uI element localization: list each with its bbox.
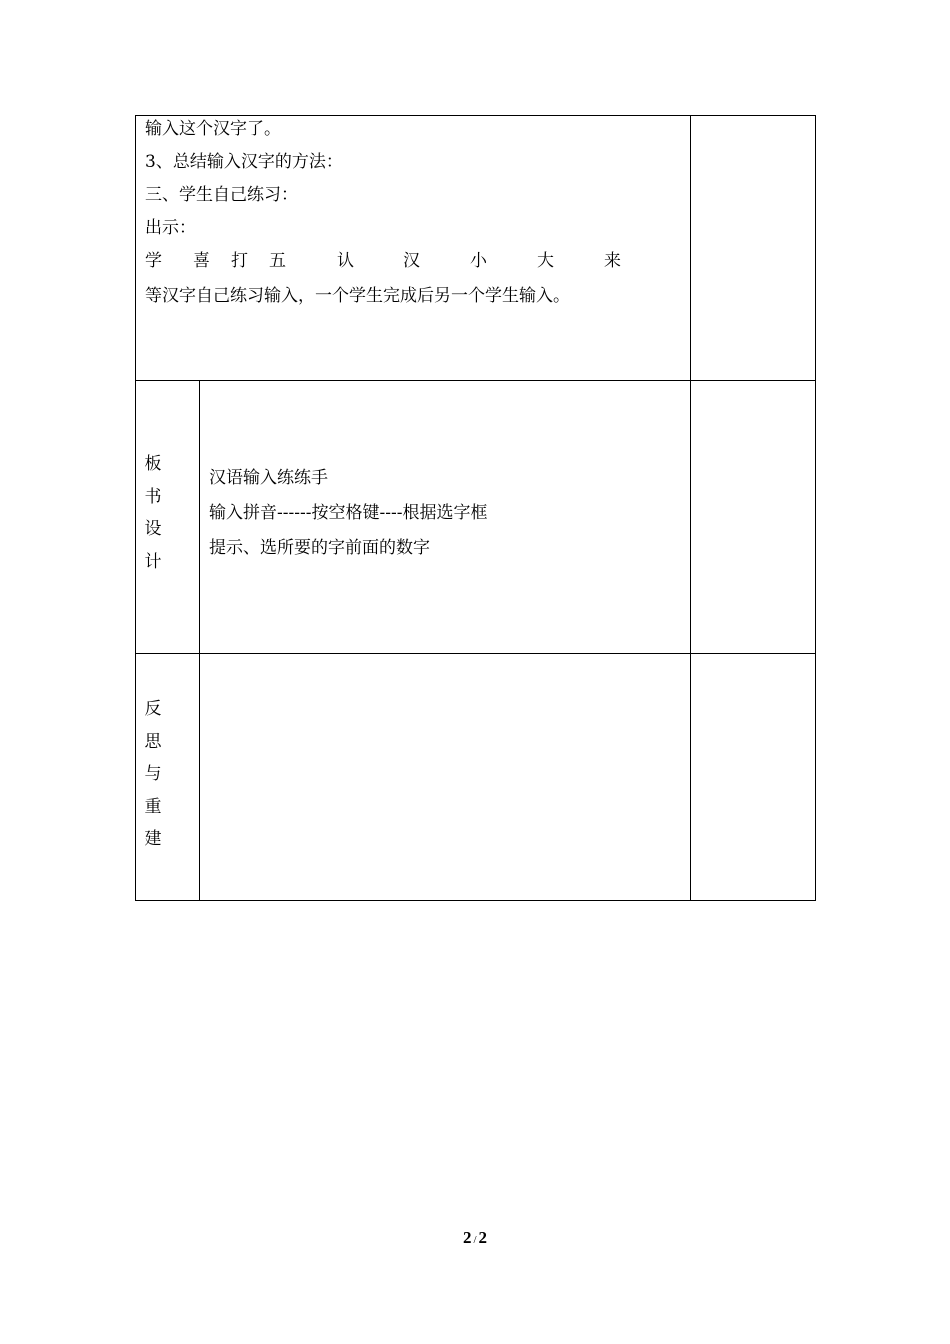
lesson-line-2: 3、总结输入汉字的方法：: [145, 152, 343, 172]
board-design-line-1: 汉语输入练练手: [209, 468, 328, 488]
board-design-label-char: 设: [144, 519, 162, 539]
practice-char: 汉: [403, 251, 420, 271]
table-top-border: [135, 115, 816, 116]
practice-char: 来: [604, 251, 621, 271]
practice-char: 认: [337, 251, 354, 271]
practice-char: 打: [231, 251, 248, 271]
table-bottom-border: [135, 900, 816, 901]
lesson-line-4: 出示：: [145, 218, 196, 238]
practice-char: 五: [269, 251, 286, 271]
page-separator: /: [473, 1234, 477, 1246]
reflection-label-char: 与: [144, 764, 162, 784]
practice-char: 大: [537, 251, 554, 271]
table-notes-column-divider: [690, 115, 691, 901]
reflection-label-char: 重: [144, 796, 162, 817]
table-row-divider-2: [135, 653, 816, 654]
current-page: 2: [462, 1228, 472, 1247]
lesson-line-1: 输入这个汉字了。: [145, 119, 281, 139]
board-design-label-char: 书: [144, 486, 162, 507]
practice-char: 小: [470, 251, 487, 271]
reflection-label: [133, 697, 173, 860]
reflection-label-char: 建: [144, 829, 162, 849]
practice-char: 喜: [193, 251, 210, 271]
board-design-line-3: 提示、选所要的字前面的数字: [209, 538, 430, 558]
reflection-label-char: 反: [144, 699, 162, 719]
practice-char: 学: [145, 251, 162, 271]
lesson-line-6: 等汉字自己练习输入，一个学生完成后另一个学生输入。: [145, 286, 570, 306]
table-right-border: [815, 115, 816, 901]
lesson-line-3: 三、学生自己练习：: [145, 185, 298, 205]
board-design-label-char: 计: [144, 551, 162, 572]
page-number: [0, 1228, 950, 1248]
board-design-label: [133, 452, 173, 582]
table-label-column-divider: [199, 380, 200, 901]
board-design-label-char: 板: [144, 454, 162, 474]
board-design-line-2: 输入拼音------按空格键----根据选字框: [209, 503, 488, 523]
reflection-label-char: 思: [144, 731, 162, 752]
total-pages: 2: [478, 1228, 488, 1247]
table-row-divider-1: [135, 380, 816, 381]
